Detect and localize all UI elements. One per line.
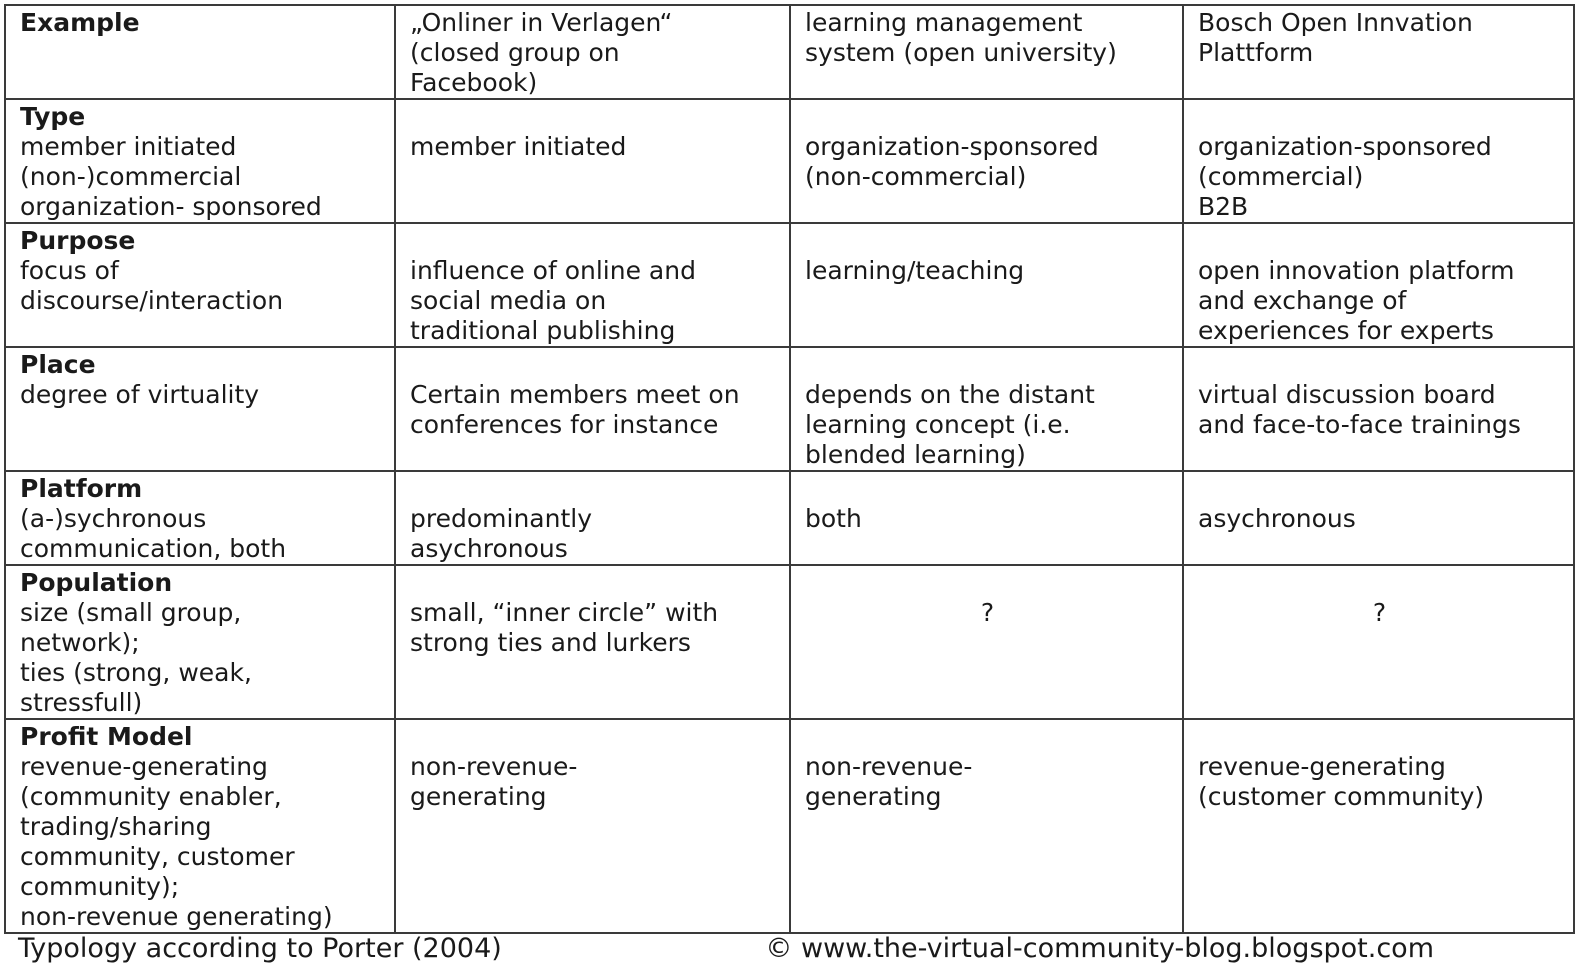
cell-line: learning/teaching bbox=[805, 256, 1025, 285]
cell-place-bosch bbox=[1183, 347, 1574, 471]
cell-purpose-lms bbox=[790, 223, 1183, 347]
row-title-example: Example bbox=[20, 8, 140, 37]
cell-line: influence of online and bbox=[410, 256, 696, 285]
row-title-purpose: Purpose bbox=[20, 226, 136, 255]
cell-line: member initiated bbox=[20, 132, 237, 161]
cell-spacer bbox=[410, 474, 777, 504]
cell-line: communication, both bbox=[20, 534, 287, 563]
cell-line: focus of bbox=[20, 256, 119, 285]
cell-line: community); bbox=[20, 872, 180, 901]
cell-spacer bbox=[1198, 102, 1561, 132]
cell-spacer bbox=[805, 350, 1170, 380]
table-row-place bbox=[5, 347, 1574, 471]
cell-line: member initiated bbox=[410, 132, 627, 161]
cell-spacer bbox=[805, 226, 1170, 256]
cell-type-lms bbox=[790, 99, 1183, 223]
cell-spacer bbox=[805, 474, 1170, 504]
cell-type-bosch bbox=[1183, 99, 1574, 223]
row-title-place: Place bbox=[20, 350, 96, 379]
cell-spacer bbox=[410, 350, 777, 380]
cell-example-lms bbox=[790, 5, 1183, 99]
cell-profit-lms bbox=[790, 719, 1183, 933]
cell-line: revenue-generating bbox=[1198, 752, 1446, 781]
cell-line: ties (strong, weak, bbox=[20, 658, 252, 687]
cell-line: small, “inner circle” with bbox=[410, 598, 719, 627]
cell-spacer bbox=[410, 102, 777, 132]
cell-line: Facebook) bbox=[410, 68, 538, 97]
cell-spacer bbox=[1198, 226, 1561, 256]
cell-line: (non-)commercial bbox=[20, 162, 242, 191]
cell-line: network); bbox=[20, 628, 140, 657]
table-row-population bbox=[5, 565, 1574, 719]
row-title-platform: Platform bbox=[20, 474, 143, 503]
cell-spacer bbox=[805, 568, 1170, 598]
cell-line: (commercial) bbox=[1198, 162, 1364, 191]
cell-example-bosch bbox=[1183, 5, 1574, 99]
cell-line: learning management bbox=[805, 8, 1083, 37]
cell-line: generating bbox=[410, 782, 547, 811]
row-title-population: Population bbox=[20, 568, 173, 597]
cell-example-onliner bbox=[395, 5, 790, 99]
cell-line: (a-)sychronous bbox=[20, 504, 207, 533]
cell-spacer bbox=[410, 722, 777, 752]
cell-line: non-revenue- bbox=[410, 752, 578, 781]
cell-line: asychronous bbox=[1198, 504, 1356, 533]
cell-example-label bbox=[5, 5, 395, 99]
cell-spacer bbox=[1198, 474, 1561, 504]
cell-spacer bbox=[410, 226, 777, 256]
cell-line: (closed group on bbox=[410, 38, 620, 67]
cell-spacer bbox=[805, 722, 1170, 752]
cell-population-label bbox=[5, 565, 395, 719]
typology-table-container bbox=[4, 4, 1521, 934]
cell-population-onliner bbox=[395, 565, 790, 719]
cell-spacer bbox=[1198, 568, 1561, 598]
cell-type-onliner bbox=[395, 99, 790, 223]
cell-profit-bosch bbox=[1183, 719, 1574, 933]
cell-line: revenue-generating bbox=[20, 752, 268, 781]
cell-line: both bbox=[805, 504, 862, 533]
table-row-example bbox=[5, 5, 1574, 99]
typology-table bbox=[4, 4, 1575, 934]
cell-line: (non-commercial) bbox=[805, 162, 1027, 191]
cell-line: traditional publishing bbox=[410, 316, 676, 345]
cell-line: ? bbox=[1372, 598, 1387, 627]
cell-line: (community enabler, bbox=[20, 782, 282, 811]
cell-line: organization-sponsored bbox=[805, 132, 1099, 161]
cell-line: non-revenue- bbox=[805, 752, 973, 781]
cell-line: size (small group, bbox=[20, 598, 242, 627]
table-row-profit-model bbox=[5, 719, 1574, 933]
cell-line: community, customer bbox=[20, 842, 295, 871]
cell-spacer bbox=[1198, 350, 1561, 380]
cell-line: trading/sharing bbox=[20, 812, 212, 841]
cell-line: generating bbox=[805, 782, 942, 811]
cell-line: virtual discussion board bbox=[1198, 380, 1496, 409]
cell-line: B2B bbox=[1198, 192, 1249, 221]
cell-line: system (open university) bbox=[805, 38, 1117, 67]
cell-platform-onliner bbox=[395, 471, 790, 565]
cell-line: strong ties and lurkers bbox=[410, 628, 691, 657]
cell-line: Plattform bbox=[1198, 38, 1314, 67]
cell-line: and exchange of bbox=[1198, 286, 1407, 315]
table-row-platform bbox=[5, 471, 1574, 565]
row-title-profit-model: Profit Model bbox=[20, 722, 193, 751]
copyright-notice: © www.the-virtual-community-blog.blogspot.com bbox=[765, 933, 1434, 964]
cell-line: depends on the distant bbox=[805, 380, 1095, 409]
cell-platform-bosch bbox=[1183, 471, 1574, 565]
cell-purpose-onliner bbox=[395, 223, 790, 347]
cell-line: open innovation platform bbox=[1198, 256, 1515, 285]
cell-line: asychronous bbox=[410, 534, 568, 563]
footer bbox=[18, 932, 1438, 966]
cell-place-onliner bbox=[395, 347, 790, 471]
cell-population-bosch bbox=[1183, 565, 1574, 719]
cell-platform-label bbox=[5, 471, 395, 565]
cell-line: Certain members meet on bbox=[410, 380, 740, 409]
cell-line: (customer community) bbox=[1198, 782, 1485, 811]
cell-population-lms bbox=[790, 565, 1183, 719]
cell-platform-lms bbox=[790, 471, 1183, 565]
cell-line: and face-to-face trainings bbox=[1198, 410, 1521, 439]
cell-line: „Onliner in Verlagen“ bbox=[410, 8, 673, 37]
table-row-purpose bbox=[5, 223, 1574, 347]
cell-type-label bbox=[5, 99, 395, 223]
cell-line: degree of virtuality bbox=[20, 380, 260, 409]
source-caption: Typology according to Porter (2004) bbox=[18, 933, 502, 964]
cell-line: learning concept (i.e. bbox=[805, 410, 1071, 439]
cell-purpose-bosch bbox=[1183, 223, 1574, 347]
cell-place-lms bbox=[790, 347, 1183, 471]
cell-profit-label bbox=[5, 719, 395, 933]
cell-line: discourse/interaction bbox=[20, 286, 284, 315]
cell-line: organization-sponsored bbox=[1198, 132, 1492, 161]
cell-profit-onliner bbox=[395, 719, 790, 933]
cell-line: Bosch Open Innvation bbox=[1198, 8, 1473, 37]
cell-line: organization- sponsored bbox=[20, 192, 322, 221]
table-row-type bbox=[5, 99, 1574, 223]
cell-line: social media on bbox=[410, 286, 607, 315]
cell-line: blended learning) bbox=[805, 440, 1026, 469]
cell-purpose-label bbox=[5, 223, 395, 347]
cell-line: non-revenue generating) bbox=[20, 902, 333, 931]
cell-line: conferences for instance bbox=[410, 410, 719, 439]
cell-spacer bbox=[410, 568, 777, 598]
cell-line: ? bbox=[980, 598, 995, 627]
cell-line: experiences for experts bbox=[1198, 316, 1494, 345]
cell-spacer bbox=[805, 102, 1170, 132]
cell-line: stressfull) bbox=[20, 688, 143, 717]
cell-spacer bbox=[1198, 722, 1561, 752]
cell-place-label bbox=[5, 347, 395, 471]
row-title-type: Type bbox=[20, 102, 86, 131]
cell-line: predominantly bbox=[410, 504, 592, 533]
